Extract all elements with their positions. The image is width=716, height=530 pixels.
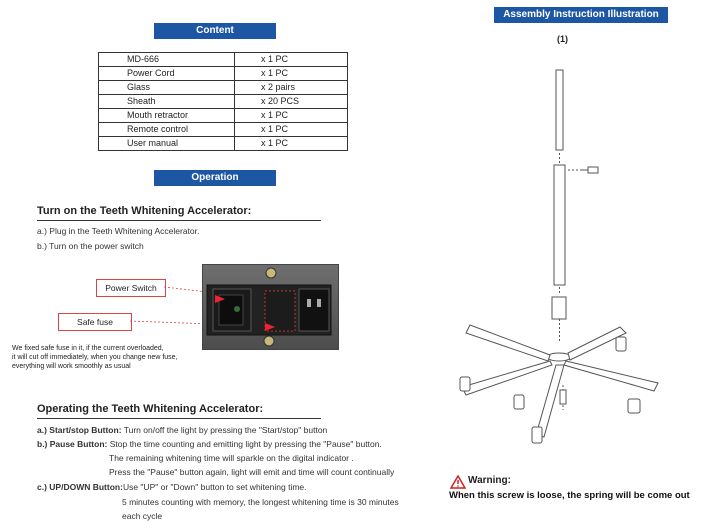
warning-title: Warning: [468, 475, 511, 486]
wheel-2 [514, 395, 524, 409]
content-item-qty: x 1 PC [235, 123, 348, 137]
fuse-note-line2: it will cut off immediately, when you change new fuse, [12, 354, 178, 361]
content-item-name: Sheath [99, 95, 235, 109]
content-item-name: User manual [99, 137, 235, 151]
turn-on-heading: Turn on the Teeth Whitening Accelerator: [37, 205, 321, 221]
operating-heading: Operating the Teeth Whitening Accelerator: [37, 403, 321, 419]
base-leg-3 [564, 361, 658, 391]
warning-icon [450, 475, 466, 489]
content-item-qty: x 20 PCS [235, 95, 348, 109]
safe-fuse-label: Safe fuse [58, 313, 132, 331]
pause-label: b.) Pause Button: [37, 439, 108, 449]
bottom-bolt [560, 390, 566, 404]
content-item-qty: x 1 PC [235, 137, 348, 151]
up-down-line2: 5 minutes counting with memory, the longest whitening time is 30 minutes [122, 497, 399, 507]
content-item-name: MD-666 [99, 53, 235, 67]
stand-assembly-illustration [440, 55, 710, 455]
power-module-illustration [203, 265, 338, 349]
operating-step-b [37, 438, 382, 450]
operating-step-a [37, 424, 327, 436]
start-stop-label: a.) Start/stop Button: [37, 425, 122, 435]
up-down-label: c.) UP/DOWN Button: [37, 482, 123, 492]
content-item-qty: x 1 PC [235, 53, 348, 67]
base-hub [547, 353, 571, 361]
operation-banner: Operation [154, 170, 276, 186]
wheel-1 [460, 377, 470, 391]
middle-pole [554, 165, 565, 285]
content-item-name: Remote control [99, 123, 235, 137]
start-stop-text: Turn on/off the light by pressing the "Start/stop" button [121, 425, 328, 435]
fuse-note-line3: everything will work smoothly as usual [12, 363, 131, 370]
operating-step-c [37, 481, 307, 493]
content-item-qty: x 2 pairs [235, 81, 348, 95]
content-item-name: Glass [99, 81, 235, 95]
content-item-name: Mouth retractor [99, 109, 235, 123]
connector [552, 297, 566, 319]
warning-text: When this screw is loose, the spring will be come out [449, 490, 690, 501]
base-leg-4 [462, 361, 552, 395]
wheel-3 [532, 427, 542, 443]
turn-on-step-a: a.) Plug in the Teeth Whitening Accelerator. [37, 226, 200, 236]
turn-on-step-b: b.) Turn on the power switch [37, 241, 144, 251]
base-leg-1 [466, 325, 550, 361]
pause-text: Stop the time counting and emitting light by pressing the "Pause" button. [107, 439, 382, 449]
power-switch-label: Power Switch [96, 279, 166, 297]
content-item-qty: x 1 PC [235, 109, 348, 123]
pause-line3: Press the "Pause" button again, light will emit and time will count continually [109, 467, 395, 477]
content-banner: Content [154, 23, 276, 39]
screw-head [588, 167, 598, 173]
up-down-line3: each cycle [122, 511, 163, 521]
assembly-banner: Assembly Instruction Illustration [494, 7, 668, 23]
content-item-name: Power Cord [99, 67, 235, 81]
pause-line2: The remaining whitening time will sparkle on the digital indicator . [109, 453, 354, 463]
wheel-5 [616, 337, 626, 351]
upper-pole [556, 70, 563, 150]
fuse-note-line1: We fixed safe fuse in it, if the current overloaded, [12, 345, 164, 352]
content-item-qty: x 1 PC [235, 67, 348, 81]
assembly-step-number: (1) [557, 34, 568, 44]
power-module-photo [202, 264, 339, 350]
up-down-text: Use "UP" or "Down" button to set whitening time. [122, 482, 307, 492]
wheel-4 [628, 399, 640, 413]
